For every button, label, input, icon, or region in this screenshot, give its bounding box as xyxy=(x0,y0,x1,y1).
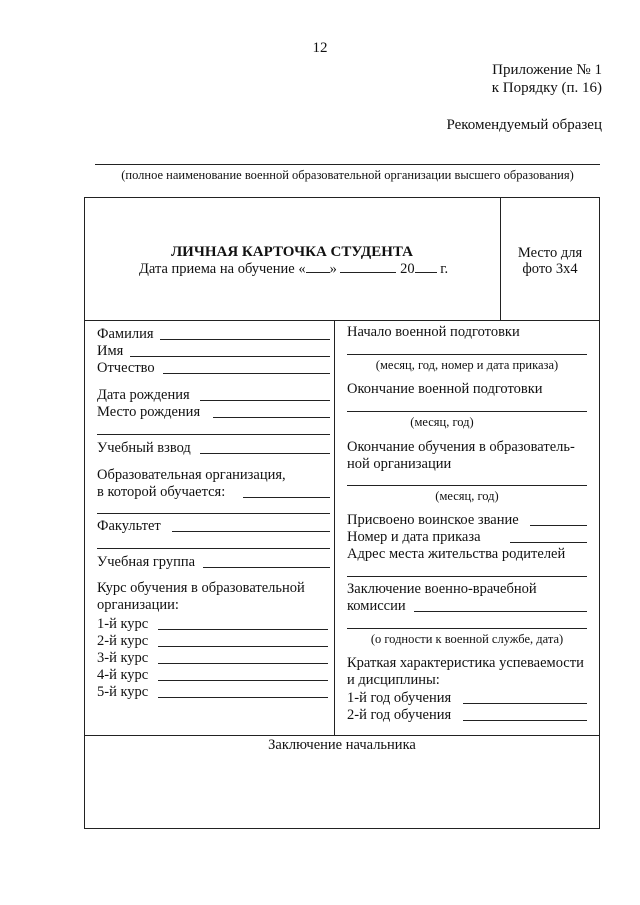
year-2-field[interactable] xyxy=(463,720,587,721)
column-divider xyxy=(334,320,335,735)
faculty-field[interactable] xyxy=(172,531,330,532)
conclusion-area[interactable] xyxy=(90,756,594,826)
admission-mid: » xyxy=(329,261,337,277)
course-3-label: 3-й курс xyxy=(97,650,149,666)
course-4-label: 4-й курс xyxy=(97,667,149,683)
course-1-label: 1-й курс xyxy=(97,616,149,632)
characteristic-label-2: и дисциплины: xyxy=(347,672,440,688)
conclusion-label: Заключение начальника xyxy=(268,737,416,753)
faculty-label: Факультет xyxy=(97,518,161,534)
mil-start-caption: (месяц, год, номер и дата приказа) xyxy=(375,358,559,372)
appendix-line1: Приложение № 1 xyxy=(492,62,602,78)
admission-day-field[interactable] xyxy=(306,272,330,273)
org-name-caption: (полное наименование военной образовательной организации высшего образования) xyxy=(121,168,574,182)
course-4-field[interactable] xyxy=(158,680,328,681)
medical-label-1: Заключение военно-врачебной xyxy=(347,581,537,597)
card-title: ЛИЧНАЯ КАРТОЧКА СТУДЕНТА xyxy=(171,244,413,260)
org-field[interactable] xyxy=(243,497,330,498)
course-2-field[interactable] xyxy=(158,646,328,647)
birth-date-field[interactable] xyxy=(200,400,330,401)
name-field[interactable] xyxy=(130,356,330,357)
birth-place-label: Место рождения xyxy=(97,404,201,420)
mil-start-label: Начало военной подготовки xyxy=(347,324,520,340)
admission-year-prefix: 20 xyxy=(400,261,415,277)
footer-divider xyxy=(84,735,600,736)
course-5-field[interactable] xyxy=(158,697,328,698)
birth-place-field-2[interactable] xyxy=(97,434,330,435)
parents-address-label: Адрес места жительства родителей xyxy=(347,546,566,562)
photo-label-2: фото 3х4 xyxy=(522,261,578,277)
group-field[interactable] xyxy=(203,567,330,568)
platoon-field[interactable] xyxy=(200,453,330,454)
course-5-label: 5-й курс xyxy=(97,684,149,700)
year-1-field[interactable] xyxy=(463,703,587,704)
photo-label-1: Место для xyxy=(517,245,583,261)
medical-field-2[interactable] xyxy=(347,628,587,629)
org-field-2[interactable] xyxy=(97,513,330,514)
surname-label: Фамилия xyxy=(97,326,154,342)
order-field[interactable] xyxy=(510,542,587,543)
rank-label: Присвоено воинское звание xyxy=(347,512,519,528)
mil-end-label: Окончание военной подготовки xyxy=(347,381,543,397)
year-1-label: 1-й год обучения xyxy=(347,690,452,706)
admission-month-field[interactable] xyxy=(340,272,396,273)
study-end-label-2: ной организации xyxy=(347,456,452,472)
admission-year-field[interactable] xyxy=(415,272,437,273)
course-label-2: организации: xyxy=(97,597,179,613)
patronymic-label: Отчество xyxy=(97,360,155,376)
study-end-field[interactable] xyxy=(347,485,587,486)
sample-label: Рекомендуемый образец xyxy=(446,117,602,133)
course-1-field[interactable] xyxy=(158,629,328,630)
group-label: Учебная группа xyxy=(97,554,196,570)
study-end-caption: (месяц, год) xyxy=(435,489,499,503)
parents-address-field[interactable] xyxy=(347,576,587,577)
study-end-label-1: Окончание обучения в образователь- xyxy=(347,439,575,455)
mil-end-field[interactable] xyxy=(347,411,587,412)
org-label-2: в которой обучается: xyxy=(97,484,226,500)
header-divider xyxy=(84,320,600,321)
appendix-line2: к Порядку (п. 16) xyxy=(491,80,602,96)
org-name-line xyxy=(95,164,600,165)
characteristic-label-1: Краткая характеристика успеваемости xyxy=(347,655,584,671)
birth-date-label: Дата рождения xyxy=(97,387,190,403)
medical-field[interactable] xyxy=(414,611,587,612)
faculty-field-2[interactable] xyxy=(97,548,330,549)
page-number: 12 xyxy=(312,40,328,56)
year-2-label: 2-й год обучения xyxy=(347,707,452,723)
medical-label-2: комиссии xyxy=(347,598,406,614)
birth-place-field[interactable] xyxy=(213,417,330,418)
admission-prefix: Дата приема на обучение « xyxy=(139,261,306,277)
admission-date-row xyxy=(139,261,448,278)
rank-field[interactable] xyxy=(530,525,587,526)
order-label: Номер и дата приказа xyxy=(347,529,481,545)
admission-suffix: г. xyxy=(440,261,449,277)
surname-field[interactable] xyxy=(160,339,330,340)
patronymic-field[interactable] xyxy=(163,373,330,374)
course-3-field[interactable] xyxy=(158,663,328,664)
name-label: Имя xyxy=(97,343,124,359)
platoon-label: Учебный взвод xyxy=(97,440,191,456)
mil-start-field[interactable] xyxy=(347,354,587,355)
course-label-1: Курс обучения в образовательной xyxy=(97,580,305,596)
course-2-label: 2-й курс xyxy=(97,633,149,649)
medical-caption: (о годности к военной службе, дата) xyxy=(370,632,564,646)
mil-end-caption: (месяц, год) xyxy=(410,415,474,429)
org-label-1: Образовательная организация, xyxy=(97,467,286,483)
